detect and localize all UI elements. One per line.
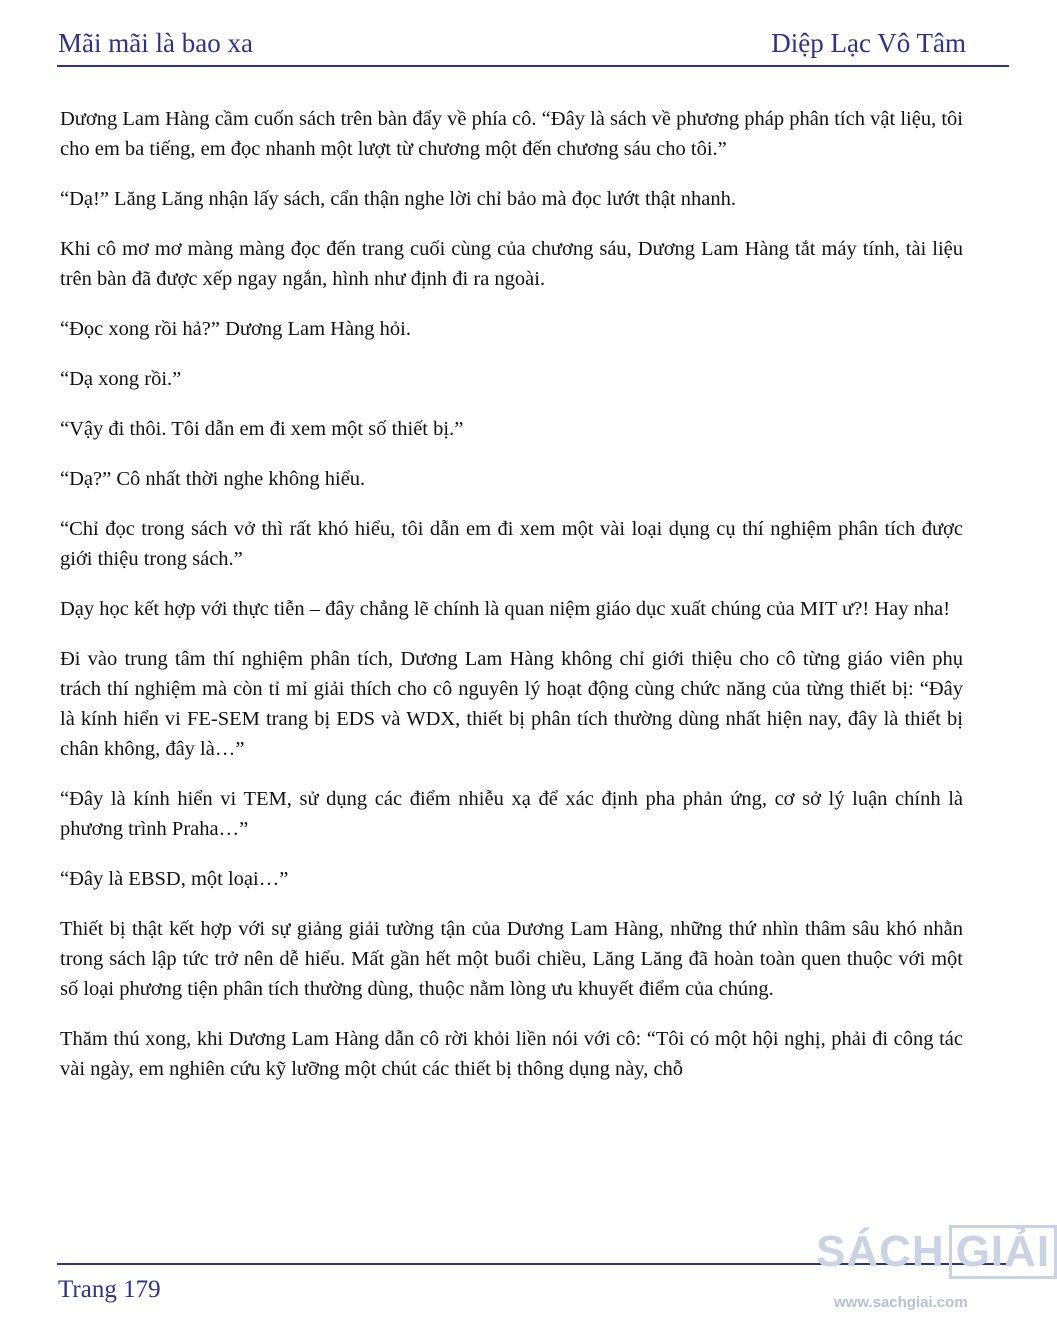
header-divider [57,65,1009,67]
paragraph: “Dạ?” Cô nhất thời nghe không hiểu. [60,468,366,490]
paragraph: Thiết bị thật kết hợp với sự giảng giải tường tận của Dương Lam Hàng, những thứ nhìn thâm sâu khó nhằn trong sách lập tức trở nên dễ hiểu. Mất gần hết một buổi chiều, Lăng Lăng đã hoàn toàn quen thuộc với một số loại phương tiện phân tích thường dùng, thuộc nằm lòng ưu khuyết điểm của chúng. [60,918,963,1000]
watermark-logo-boxed-text: GIẢI [949,1225,1057,1279]
watermark-logo-text: SÁCH [816,1227,945,1276]
author-name: Diệp Lạc Vô Tâm [771,28,966,58]
paragraph: “Đây là EBSD, một loại…” [60,868,289,890]
page-header [0,0,1024,68]
paragraph: Đi vào trung tâm thí nghiệm phân tích, Dương Lam Hàng không chỉ giới thiệu cho cô từng giáo viên phụ trách thí nghiệm mà còn tỉ mỉ giải thích cho cô nguyên lý hoạt động cùng chức năng của từng thiết bị: “Đây là kính hiển vi FE-SEM trang bị EDS và WDX, thiết bị phân tích thường dùng nhất hiện nay, đây là thiết bị chân không, đây là…” [60,648,963,760]
page-number: Trang 179 [58,1276,161,1303]
paragraph: “Đọc xong rồi hả?” Dương Lam Hàng hỏi. [60,318,411,340]
page-body [60,104,963,1104]
paragraph: “Đây là kính hiển vi TEM, sử dụng các điểm nhiễu xạ để xác định pha phản ứng, cơ sở lý luận chính là phương trình Praha…” [60,788,963,840]
paragraph: “Dạ xong rồi.” [60,368,182,390]
book-title: Mãi mãi là bao xa [58,28,253,58]
paragraph: Khi cô mơ mơ màng màng đọc đến trang cuối cùng của chương sáu, Dương Lam Hàng tắt máy tính, tài liệu trên bàn đã được xếp ngay ngắn, hình như định đi ra ngoài. [60,238,963,290]
watermark-logo [816,1222,1057,1282]
paragraph: “Vậy đi thôi. Tôi dẫn em đi xem một số thiết bị.” [60,418,464,440]
paragraph: “Chỉ đọc trong sách vở thì rất khó hiểu, tôi dẫn em đi xem một vài loại dụng cụ thí nghiệm phân tích được giới thiệu trong sách.” [60,518,963,570]
paragraph: Dạy học kết hợp với thực tiễn – đây chẳng lẽ chính là quan niệm giáo dục xuất chúng của MIT ư?! Hay nha! [60,598,951,620]
paragraph: Dương Lam Hàng cầm cuốn sách trên bàn đẩy về phía cô. “Đây là sách về phương pháp phân tích vật liệu, tôi cho em ba tiếng, em đọc nhanh một lượt từ chương một đến chương sáu cho tôi.” [60,108,963,160]
watermark-url: www.sachgiai.com [834,1294,968,1311]
paragraph: Thăm thú xong, khi Dương Lam Hàng dẫn cô rời khỏi liền nói với cô: “Tôi có một hội nghị, phải đi công tác vài ngày, em nghiên cứu kỹ lưỡng một chút các thiết bị thông dụng này, chỗ [60,1028,963,1080]
paragraph: “Dạ!” Lăng Lăng nhận lấy sách, cẩn thận nghe lời chỉ bảo mà đọc lướt thật nhanh. [60,188,737,210]
watermark [816,1222,1051,1322]
